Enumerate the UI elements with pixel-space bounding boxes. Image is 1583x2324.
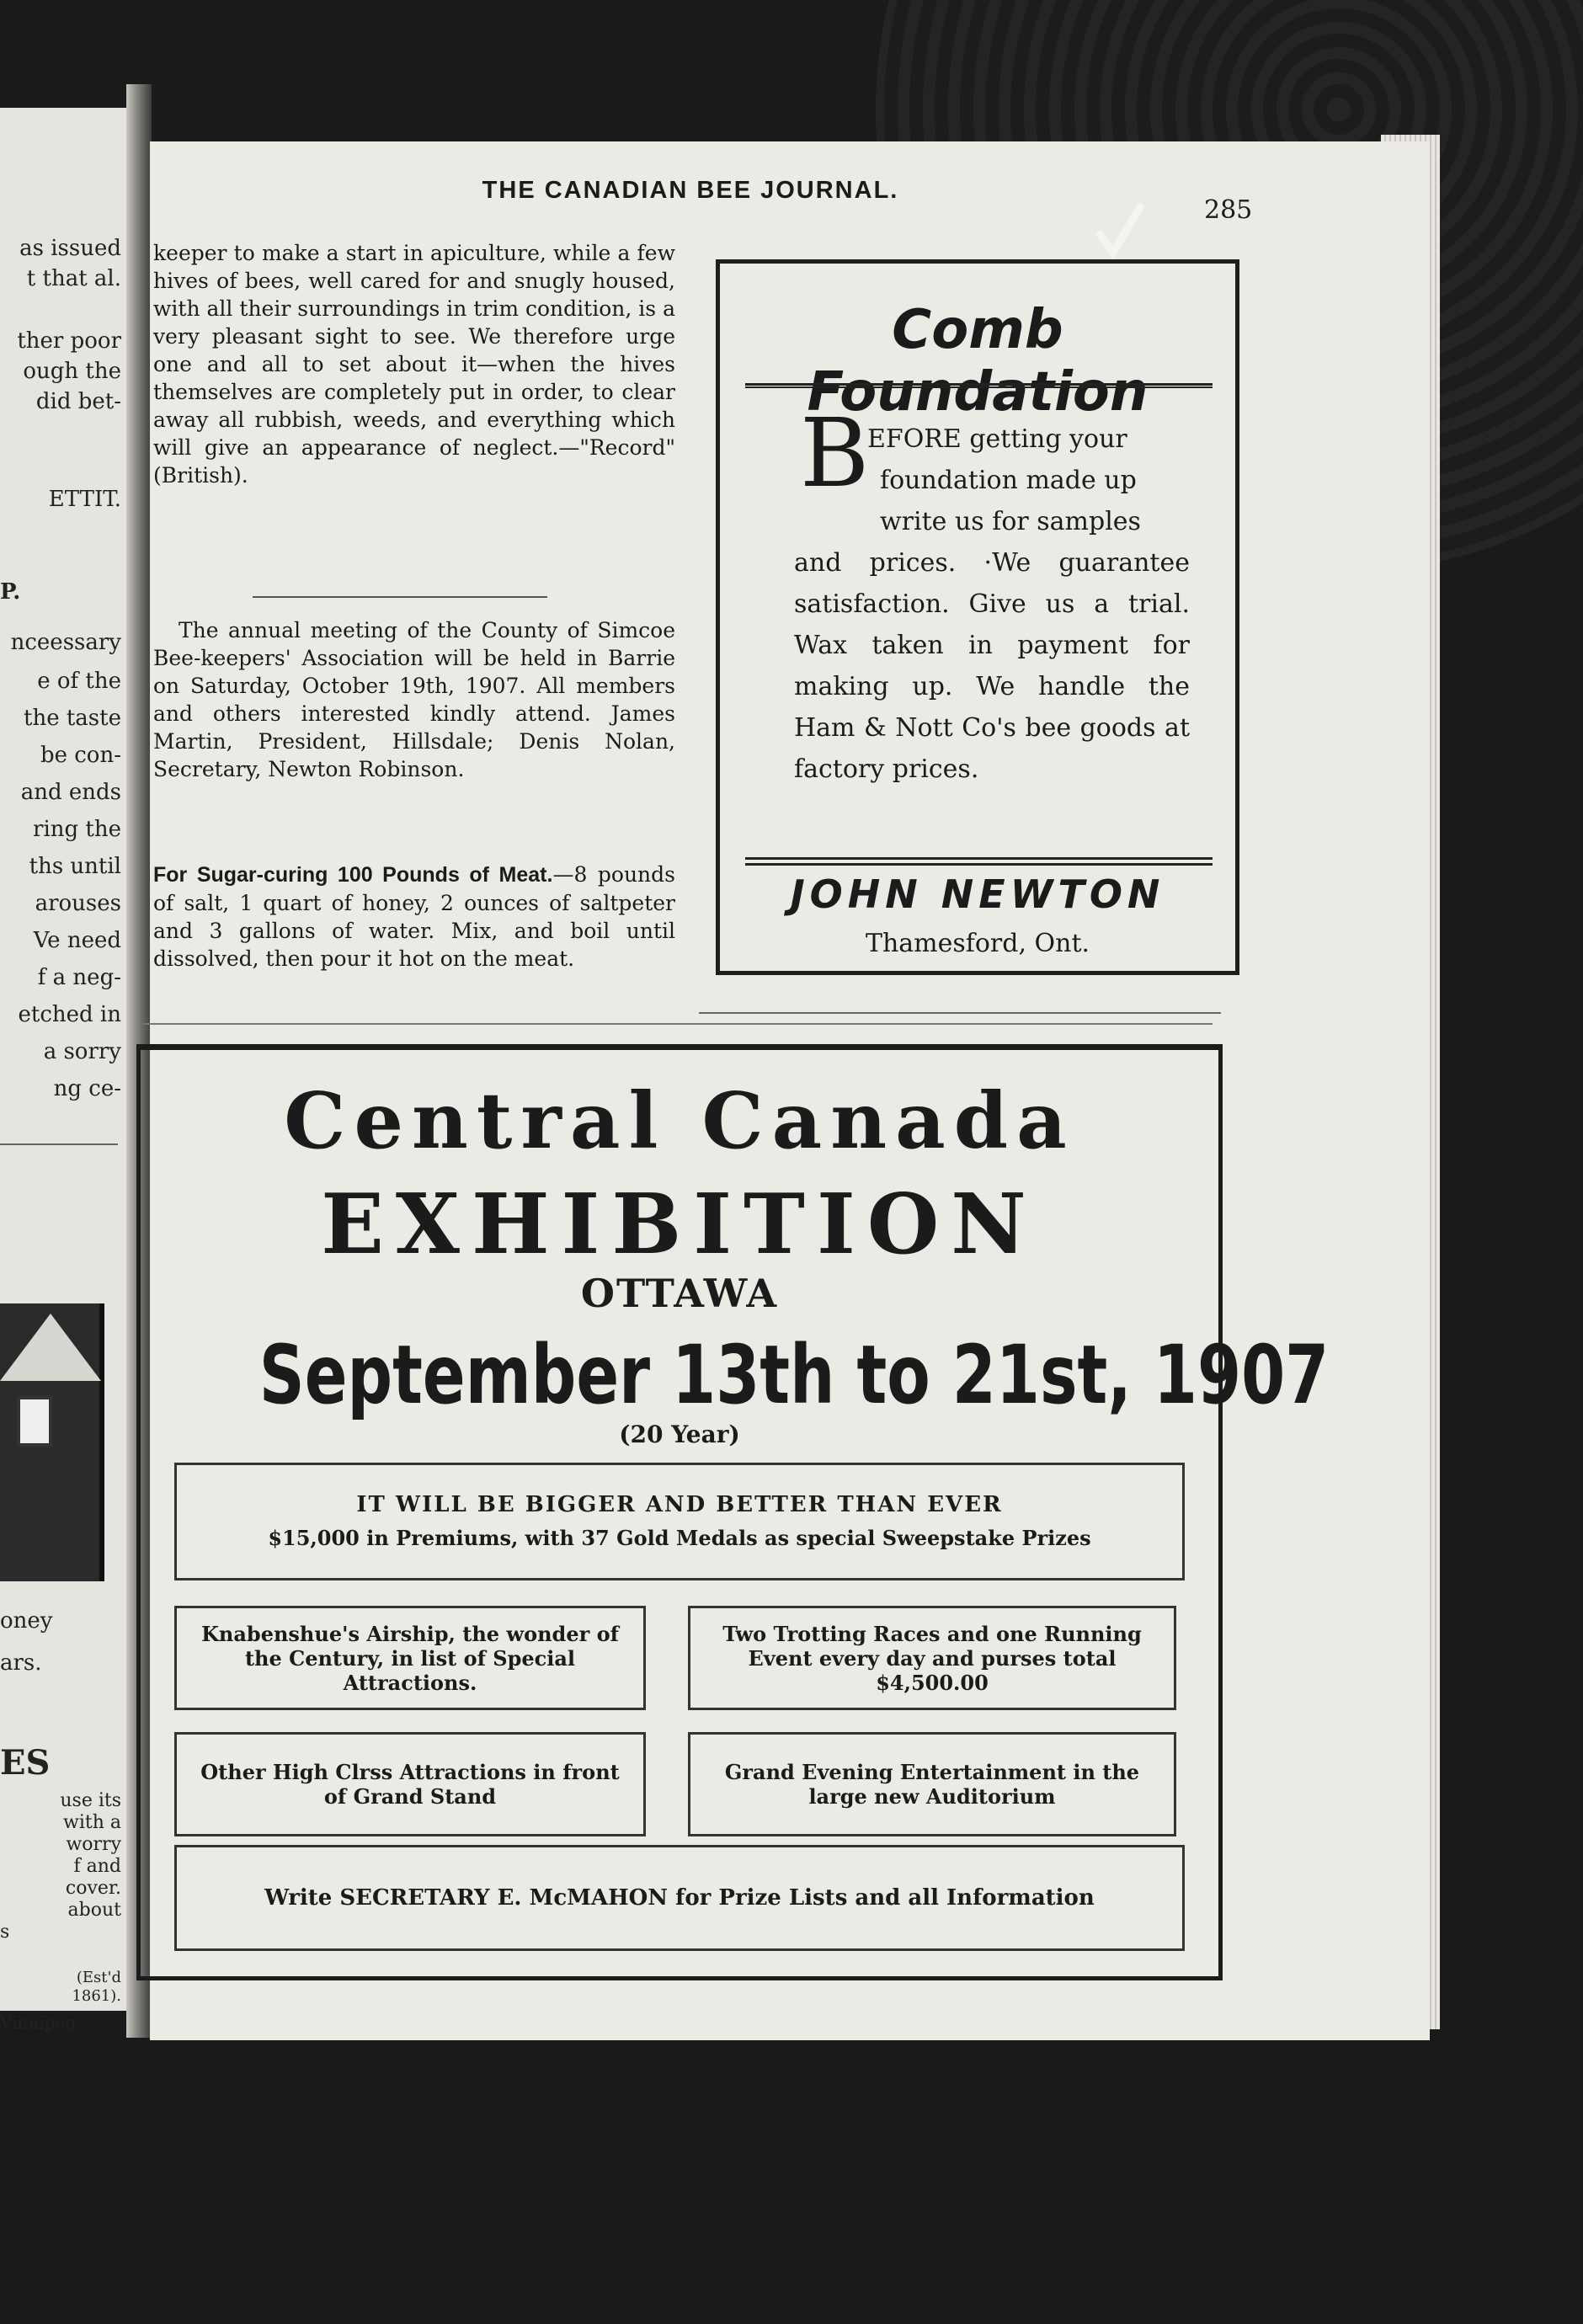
ad-title: Comb Foundation — [807, 299, 1149, 424]
attraction-box — [174, 1606, 646, 1710]
left-fragment: ths until — [29, 854, 121, 879]
article-paragraph: keeper to make a start in apiculture, while a few hives of bees, well cared for and snugly housed, with all their surroundings in trim condition, is a very pleasant sight to see. We therefore urge one and all to set about it—when the hives themselves are completely put in order, to clear away all rubbish, weeds, and everything which will give an appearance of neglect.—"Record" (British). — [153, 241, 675, 488]
advertiser-location: Thamesford, Ont. — [865, 929, 1090, 958]
left-fragment: t that al. — [26, 266, 121, 291]
attraction-text: Other High Clrss Attractions in front of Grand Stand — [200, 1760, 620, 1809]
previous-page — [0, 108, 126, 2033]
left-ad-fragment: about — [67, 1900, 121, 1921]
promo-premiums: $15,000 in Premiums, with 37 Gold Medals as special Sweepstake Prizes — [268, 1526, 1091, 1550]
promo-headline: IT WILL BE BIGGER AND BETTER THAN EVER — [356, 1492, 1003, 1517]
left-fragment: the taste — [24, 706, 121, 731]
ad-body: and prices. ·We guarantee satisfaction. Give us a trial. Wax taken in payment for making up. We handle the Ham & Nott Co's bee goods at factory prices. — [794, 548, 1190, 784]
left-fragment: f a neg- — [37, 965, 121, 990]
left-fragment: etched in — [18, 1002, 121, 1027]
left-ad-fragment: s — [0, 1922, 10, 1943]
divider — [699, 1012, 1221, 1014]
recipe-body: —8 pounds of salt, 1 quart of honey, 2 ounces of saltpeter and 3 gallons of water. Mix, and boil until dissolved, then pour it hot on the meat. — [153, 862, 675, 971]
left-fragment: and ends — [20, 780, 121, 805]
house-illustration — [0, 1303, 104, 1581]
exhibition-dates: September 13th to 21st, 1907 — [259, 1328, 1330, 1422]
double-rule — [745, 383, 1213, 388]
left-fragment: did bet- — [35, 389, 121, 414]
left-fragment: ETTIT. — [48, 487, 121, 512]
exhibition-name: Central Canada — [284, 1075, 1075, 1166]
left-fragment: ough the — [23, 359, 121, 384]
divider — [143, 1023, 1213, 1025]
exhibition-ad — [136, 1044, 1330, 1980]
left-fragment: ther poor — [17, 328, 121, 354]
left-ad-fragment: Vinnipeg — [0, 2012, 77, 2033]
left-fragment: arouses — [35, 891, 121, 916]
attraction-text: Knabenshue's Airship, the wonder of the Century, in list of Special Attractions. — [201, 1621, 619, 1695]
left-ad-fragment: 1861). — [72, 1987, 121, 2005]
advertiser-name: JOHN NEWTON — [790, 872, 1165, 917]
roof-shape — [0, 1314, 101, 1381]
contact-box — [174, 1845, 1185, 1951]
ad-line: EFORE getting your — [867, 424, 1127, 454]
left-fragment: Ve need — [33, 928, 121, 953]
promo-box — [174, 1463, 1185, 1580]
comb-foundation-ad — [716, 259, 1239, 975]
attraction-box — [174, 1732, 646, 1836]
section-divider — [253, 596, 547, 598]
double-rule — [745, 857, 1213, 866]
contact-text: Write SECRETARY E. McMAHON for Prize Lists and all Information — [264, 1884, 1095, 1911]
window-shape — [17, 1396, 52, 1447]
left-fragment: ng ce- — [53, 1076, 121, 1101]
attraction-text: Grand Evening Entertainment in the large new Auditorium — [724, 1760, 1140, 1809]
drop-cap: B — [800, 399, 870, 509]
attraction-box — [688, 1606, 1176, 1710]
attraction-box — [688, 1732, 1176, 1836]
left-fragment: ring the — [33, 817, 121, 842]
meeting-notice: The annual meeting of the County of Simcoe Bee-keepers' Association will be held in Barrie on Saturday, October 19th, 1907. All members and others interested kindly attend. James Martin, President, Hillsdale; Denis Nolan, Secretary, Newton Robinson. — [153, 618, 675, 781]
attraction-text: Two Trotting Races and one Running Event every day and purses total $4,500.00 — [722, 1621, 1142, 1695]
left-ad-fragment: oney — [0, 1608, 53, 1634]
exhibition-city: OTTAWA — [580, 1271, 779, 1316]
exhibition-year: (20 Year) — [619, 1421, 740, 1448]
check-mark-icon — [1095, 202, 1145, 261]
left-ad-fragment: f and — [73, 1856, 121, 1877]
left-fragment: a sorry — [43, 1039, 121, 1064]
left-ad-fragment: worry — [66, 1834, 121, 1855]
recipe-heading: For Sugar-curing 100 Pounds of Meat. — [153, 863, 553, 887]
left-fragment: e of the — [37, 669, 121, 694]
left-ad-fragment: with a — [63, 1812, 121, 1833]
left-fragment: as issued — [19, 236, 121, 261]
exhibition-heading: EXHIBITION — [321, 1176, 1038, 1273]
left-fragment: be con- — [40, 743, 121, 768]
ad-line: foundation made up — [880, 466, 1137, 495]
left-ad-fragment: use its — [60, 1790, 121, 1811]
left-ad-fragment: ars. — [0, 1650, 42, 1676]
ad-line: write us for samples — [880, 507, 1141, 536]
page-number: 285 — [1204, 195, 1253, 225]
left-ad-fragment: ES — [0, 1743, 51, 1783]
left-ad-fragment: (Est'd — [76, 1969, 121, 1986]
left-divider — [0, 1143, 118, 1145]
left-fragment: P. — [0, 579, 21, 605]
running-title: THE CANADIAN BEE JOURNAL. — [482, 177, 899, 204]
left-fragment: nceessary — [10, 630, 121, 655]
recipe-paragraph — [153, 861, 675, 973]
left-ad-fragment: cover. — [65, 1878, 121, 1899]
